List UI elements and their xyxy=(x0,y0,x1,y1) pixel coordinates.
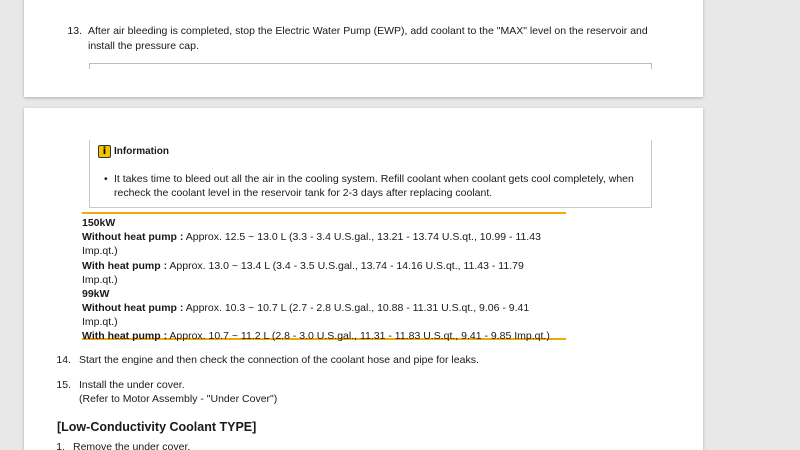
spec-150kw-with-value-cont: Imp.qt.) xyxy=(82,274,118,286)
spec-99kw-without-value: Approx. 10.3 ~ 10.7 L (2.7 - 2.8 U.S.gal., 10.88 - 11.31 U.S.qt., 9.06 - 9.41 xyxy=(183,302,530,314)
coolant-capacity-spec xyxy=(82,212,566,340)
information-line-1: It takes time to bleed out all the air in the cooling system. Refill coolant when coolant gets cool completely, when xyxy=(114,173,634,185)
bullet-icon: • xyxy=(104,173,108,185)
spec-99kw-with-label: With heat pump : xyxy=(82,330,168,342)
info-icon: i xyxy=(98,145,111,158)
step-14-number: 14. xyxy=(56,354,71,366)
spec-150kw-with-label: With heat pump : xyxy=(82,260,168,272)
spec-99kw-with-value: Approx. 10.7 ~ 11.2 L (2.8 - 3.0 U.S.gal., 11.31 - 11.83 U.S.qt., 9.41 - 9.85 Imp.qt.) xyxy=(167,330,550,342)
step-1 xyxy=(57,440,657,450)
step-14 xyxy=(57,353,657,368)
table-top-border xyxy=(89,63,652,64)
step-15 xyxy=(57,378,657,408)
spec-150kw-with-heat-pump xyxy=(82,259,524,273)
step-1-number: 1. xyxy=(56,441,65,450)
document-page-top xyxy=(24,0,703,97)
spec-150kw-without-value-cont: Imp.qt.) xyxy=(82,245,118,257)
information-box xyxy=(89,140,652,208)
step-15-number: 15. xyxy=(56,379,71,391)
spec-99kw-without-heat-pump xyxy=(82,301,529,315)
information-header xyxy=(98,145,169,158)
step-13 xyxy=(62,24,692,56)
spec-150kw-with-value: Approx. 13.0 ~ 13.4 L (3.4 - 3.5 U.S.gal., 13.74 - 14.16 U.S.qt., 11.43 - 11.79 xyxy=(167,260,524,272)
step-13-line-2: install the pressure cap. xyxy=(88,40,199,52)
document-page-bottom xyxy=(24,108,703,450)
spec-99kw-without-label: Without heat pump : xyxy=(82,302,184,314)
information-title: Information xyxy=(114,146,169,157)
information-line-2: recheck the coolant level in the reservoir tank for 2-3 days after replacing coolant. xyxy=(114,187,493,199)
step-1-text: Remove the under cover. xyxy=(73,441,191,450)
spec-150kw-without-value: Approx. 12.5 ~ 13.0 L (3.3 - 3.4 U.S.gal., 13.21 - 13.74 U.S.qt., 10.99 - 11.43 xyxy=(183,231,541,243)
step-15-line-1: Install the under cover. xyxy=(79,379,185,391)
section-heading-low-conductivity: [Low-Conductivity Coolant TYPE] xyxy=(57,420,257,434)
spec-99kw-heading: 99kW xyxy=(82,288,110,300)
step-15-line-2: (Refer to Motor Assembly - "Under Cover") xyxy=(79,393,278,405)
spec-99kw-with-heat-pump xyxy=(82,329,550,343)
spec-150kw-heading: 150kW xyxy=(82,217,116,229)
step-13-number: 13. xyxy=(67,25,82,37)
step-13-line-1: After air bleeding is completed, stop the Electric Water Pump (EWP), add coolant to the "MAX" level on the reservoir and xyxy=(88,25,648,37)
step-14-text: Start the engine and then check the connection of the coolant hose and pipe for leaks. xyxy=(79,354,479,366)
spec-150kw-without-heat-pump xyxy=(82,230,541,244)
spec-150kw-without-label: Without heat pump : xyxy=(82,231,184,243)
spec-99kw-without-value-cont: Imp.qt.) xyxy=(82,316,118,328)
